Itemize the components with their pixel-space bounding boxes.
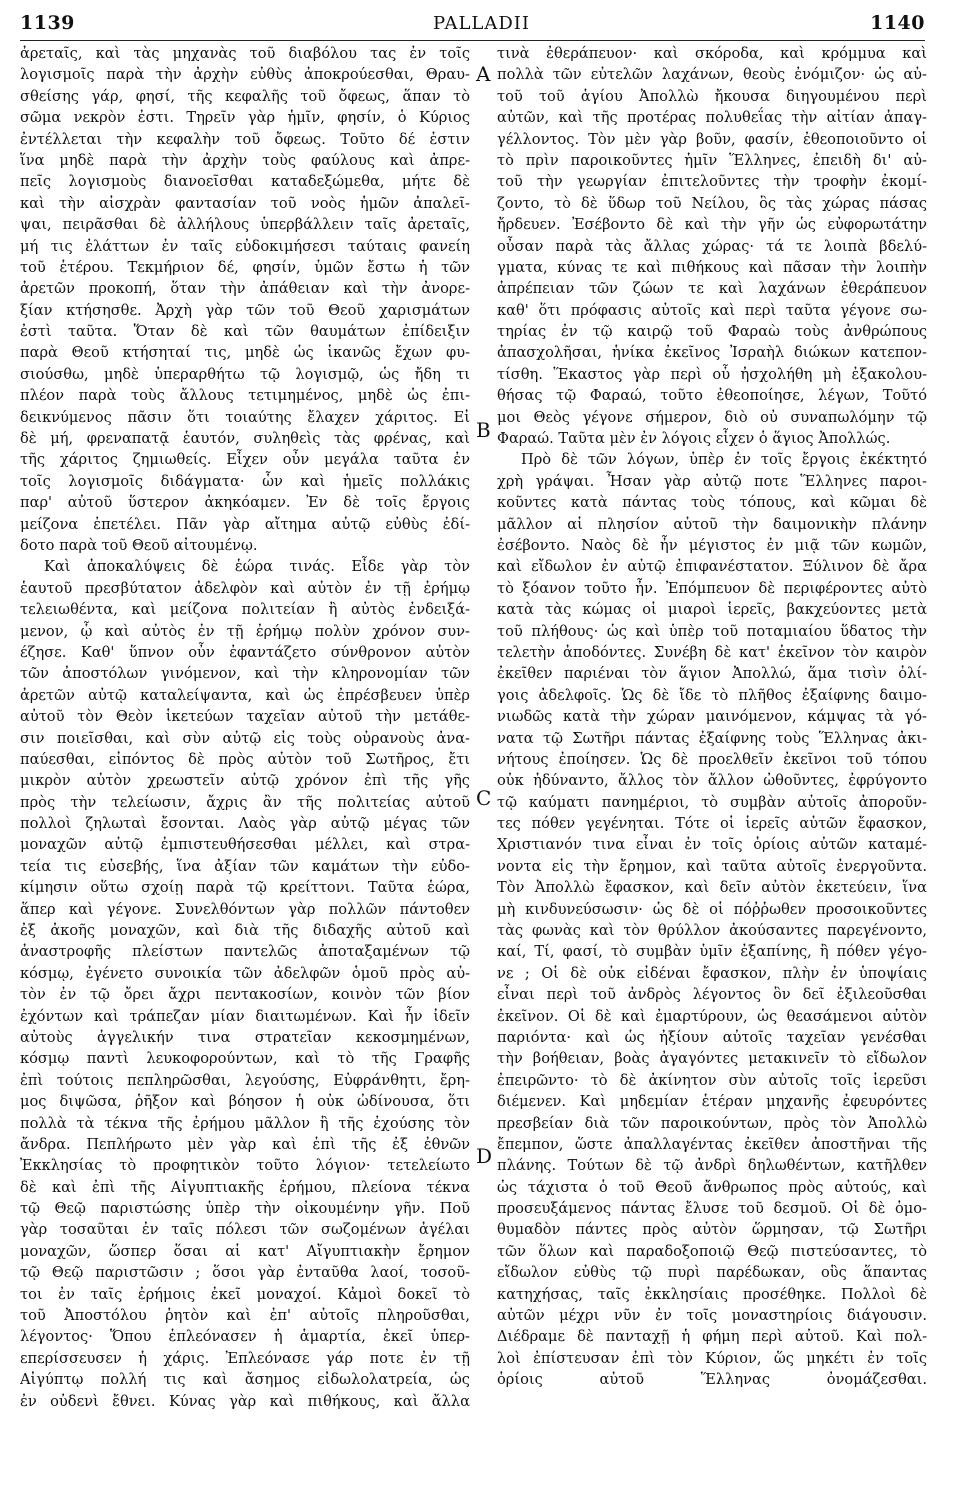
text-line: σιν ποιεῖσθαι, καὶ σὺν αὐτῷ εἰς τοὺς οὐρανοὺς ἀνα- bbox=[20, 729, 470, 747]
text-line: δὲ μή, φρεναπατᾷ ἑαυτόν, συληθεὶς τὰς φρένας, καὶ bbox=[20, 430, 470, 448]
section-marker-c: C bbox=[476, 786, 492, 810]
text-line: τελειωθέντα, καὶ μείζονα πολιτείαν ἢ αὐτὸς ἐνδειξά- bbox=[20, 601, 470, 619]
text-line: ἐστὶ ταῦτα. Ὅταν δὲ καὶ τῶν θαυμάτων ἐπίδειξιν bbox=[20, 323, 470, 341]
text-line: μὴ κινδυνεύσωσιν· ὡς δὲ οἱ πόῤῥωθεν προσοικοῦντες bbox=[497, 900, 927, 918]
text-line: τελετὴν ἀποδόντες. Συνέβη δὲ κατ' ἐκεῖνον τὸν καιρὸν bbox=[497, 643, 927, 661]
text-line: χρὴ γράψαι. Ἦσαν γὰρ αὐτῷ ποτε Ἕλληνες παροι- bbox=[497, 472, 927, 490]
text-line: θήσας τῷ Φαραώ, τοῦτο ἐθεοποίησε, λέγων, Τοῦτό bbox=[497, 387, 927, 405]
text-line: πολλοὶ ζηλωταὶ ἔσονται. Λαὸς γὰρ αὐτῷ μέγας τῶν bbox=[20, 815, 470, 833]
text-line: τηρίας ἐν τῷ καιρῷ τοῦ Φαραὼ τοὺς ἀνθρώπους bbox=[497, 323, 927, 341]
running-title: PALLADII bbox=[432, 13, 530, 34]
text-line: πλάνης. Τούτων δὲ τῷ ἀνδρὶ δηλωθέντων, κατῆλθεν bbox=[497, 1157, 927, 1175]
text-line: αὐτῶν, καὶ τῆς προτέρας πολυθεΐας τὴν αἰτίαν ἀπαγ- bbox=[497, 109, 927, 127]
text-line: τοῦ πλήθους· ὡς καὶ ὑπὲρ τοῦ ποταμιαίου ὕδατος τὴν bbox=[497, 622, 927, 640]
section-marker-a: A bbox=[476, 62, 491, 86]
text-line: τες πόθεν γεγένηται. Τότε οἱ ἱερεῖς αὐτῶν ἔφασκον, bbox=[497, 815, 927, 833]
text-line: γὰρ τοσαῦται ἐν ταῖς πόλεσι τῶν σωζομένων ἀγέλαι bbox=[20, 1221, 470, 1239]
text-line: ἐκεῖνον. Οἱ δὲ καὶ ἐμαρτύρουν, ὡς θεασάμενοι αὐτὸν bbox=[497, 1007, 927, 1025]
text-line: ἐπὶ τούτοις πεπληρῶσθαι, λεγούσης, Εὐφράνθητι, ἔρη- bbox=[20, 1071, 470, 1089]
text-line: παρὰ Θεοῦ κτήσηταί τις, μηδὲ ὡς ἱκανῶς ἔχων φυ- bbox=[20, 344, 470, 362]
text-line: ἄνδρα. Πεπλήρωτο μὲν γὰρ καὶ ἐπὶ τῆς ἐξ ἐθνῶν bbox=[20, 1135, 470, 1153]
text-line: τινὰ ἐθεράπευον· καὶ σκόροδα, καὶ κρόμμυα καὶ bbox=[497, 45, 927, 62]
text-line: τῆς χάριτος ζημιωθείς. Εἶχεν οὖν μεγάλα ταῦτα ἐν bbox=[20, 451, 470, 469]
text-line: τῶν ὅλων καὶ παραδοξοποιῷ Θεῷ πιστεύσαντες, τὸ bbox=[497, 1242, 927, 1260]
text-line: μοναχῶν, ὥσπερ ὅσαι αἱ κατ' Αἴγυπτιακὴν ἔρημον bbox=[20, 1242, 470, 1260]
text-line: Αἰγύπτῳ πολλή τις καὶ ἄσημος εἰδωλολατρεία, ὡς bbox=[20, 1371, 470, 1389]
text-line: νιωδῶς κατὰ τὴν χώραν μαινόμενον, κάμψας τὰ γό- bbox=[497, 708, 927, 726]
text-line: κόσμῳ, ἐγένετο συνοικία τῶν ἀδελφῶν ὁμοῦ πρὸς αὐ- bbox=[20, 964, 470, 982]
text-line: ζοντο, τὸ δὲ ὕδωρ τοῦ Νείλου, ὃς τὰς χώρας πάσας bbox=[497, 194, 927, 212]
text-line: τοῦ Ἀποστόλου ῥητὸν καὶ ἐπ' αὐτοῖς πληροῦσθαι, bbox=[20, 1307, 470, 1325]
text-line: ἅπερ καὶ γέγονε. Συνελθόντων γὰρ πολλῶν πάντοθεν bbox=[20, 900, 470, 918]
text-line: τὸ ξόανον τοῦτο ἦν. Ἐπόμπευον δὲ περιφέροντες αὐτὸ bbox=[497, 579, 927, 597]
text-line: νοντα εἰς τὴν ἔρημον, καὶ ταῦτα αὐτοῖς ἐνεργοῦντα. bbox=[497, 857, 927, 875]
text-line: τὸν ἐν τῷ ὄρει ἄχρι πεντακοσίων, κοινὸν τῶν βίον bbox=[20, 986, 470, 1004]
text-line: Ἐκκλησίας τὸ προφητικὸν τοῦτο λόγιον· τετελείωτο bbox=[20, 1157, 470, 1175]
text-line: θυμαδὸν πάντες πρὸς αὐτὸν ὥρμησαν, τῷ Σωτῆρι bbox=[497, 1221, 927, 1239]
text-line: τοῦ ἑτέρου. Τεκμήριον δέ, φησίν, ὑμῶν ἔστω ἡ τῶν bbox=[20, 258, 470, 276]
text-line: ἀπασχολῆσαι, ἡνίκα ἐκεῖνος Ἰσραὴλ διώκων κατεπον- bbox=[497, 344, 927, 362]
text-line: σθείσης γάρ, φησί, τῆς κεφαλῆς τοῦ ὄφεως, ἅπαν τὸ bbox=[20, 87, 470, 105]
text-line: τοῦ τὴν γεωργίαν ἐπιτελοῦντες τὴν τροφὴν ἐκομί- bbox=[497, 173, 927, 191]
text-line: καὶ τὴν αἰσχρὰν φαντασίαν τοῦ νοὸς ἡμῶν ἀπαλεῖ- bbox=[20, 194, 470, 212]
text-line: οὖσαν παρὰ τὰς ἄλλας χώρας· τά τε λοιπὰ βδελύ- bbox=[497, 237, 927, 255]
text-line: μοι Θεὸς γέγονε σήμερον, διὸ οὐ συναπωλόμην τῷ bbox=[497, 408, 927, 426]
text-line: μείζονα ἐπετέλει. Πᾶν γὰρ αἴτημα αὐτῷ εὐθὺς ἐδί- bbox=[20, 515, 470, 533]
text-line: τῷ Θεῷ παριστῶσιν ; ὅσοι γὰρ ἐνταῦθα λαοί, τοσοῦ- bbox=[20, 1264, 470, 1282]
text-line: νατα τῷ Σωτῆρι πάντας ἐξαίφνης τοὺς Ἕλληνας ἀκι- bbox=[497, 729, 927, 747]
text-line: ἐπειρῶντο· τὸ δὲ ἀκίνητον σὺν αὐτοῖς τοῖς ἱερεῦσι bbox=[497, 1071, 927, 1089]
text-line: ἐχόντων καὶ τράπεζαν μίαν διαιτωμένων. Καὶ ἦν ἰδεῖν bbox=[20, 1007, 470, 1025]
text-line: Πρὸ δὲ τῶν λόγων, ὑπὲρ ἐν τοῖς ἔργοις ἐκέκτητό bbox=[521, 451, 927, 469]
text-line: μικρὸν αὐτὸν χρεωστεῖν αὐτῷ χρόνον ἐπὶ τῆς γῆς bbox=[20, 772, 470, 790]
section-marker-b: B bbox=[476, 418, 491, 442]
text-line: ἀπρέπειαν τῶν ζώων τε καὶ λαχάνων ἐθεράπευον bbox=[497, 280, 927, 298]
text-line: μενον, ᾧ καὶ αὐτὸς ἐν τῇ ἐρήμῳ πολὺν χρόνον συν- bbox=[20, 622, 470, 640]
text-line: ἐν οὐδενὶ ἔθνει. Κύνας γὰρ καὶ πιθήκους, καὶ ἄλλα bbox=[20, 1392, 470, 1410]
text-line: αὐτῶν μέχρι νῦν ἐν τοῖς μοναστηρίοις διάγουσιν. bbox=[497, 1307, 927, 1325]
section-marker-d: D bbox=[476, 1144, 493, 1168]
text-line: λογισμοῖς παρὰ τὴν ἀρχὴν εὐθὺς ἀποκρούεσθαι, Θραυ- bbox=[20, 66, 470, 84]
text-line: πρὸς τὴν τελείωσιν, ἄχρις ἂν τῆς πολιτείας αὐτοῦ bbox=[20, 793, 470, 811]
text-line: τῷ καύματι πανημέριοι, τὸ συμβὰν αὐτοῖς ἀποροῦν- bbox=[497, 793, 927, 811]
text-line: οὐκ ἠδύναντο, ἄλλος τὸν ἄλλον ὠθοῦντες, ἐφρύγοντο bbox=[497, 772, 927, 790]
text-line: κατηχήσας, ταῖς ἐκκλησίαις προσέθηκε. Πολλοὶ δὲ bbox=[497, 1285, 927, 1303]
text-line: νε ; Οἱ δὲ οὐκ εἰδέναι ἔφασκον, πλὴν ἐν ὑποψίαις bbox=[497, 964, 927, 982]
text-line: ὡς τάχιστα ὁ τοῦ Θεοῦ ἄνθρωπος πρὸς αὐτούς, καὶ bbox=[497, 1178, 927, 1196]
text-line: έζησε. Καθ' ὕπνον οὖν ἐφαντάζετο σύνθρονον αὐτὸν bbox=[20, 643, 470, 661]
text-line: αὐτοὺς ἀγγελικήν τινα στρατεῖαν κεκοσμημένων, bbox=[20, 1028, 470, 1046]
text-line: ξίαν κτήσησθε. Ἀρχὴ γὰρ τῶν τοῦ Θεοῦ χαρισμάτων bbox=[20, 301, 470, 319]
page-number-right: 1140 bbox=[870, 12, 925, 34]
text-line: πολλὰ τῶν εὐτελῶν λαχάνων, θεοὺς ἐνόμιζον· ὡς αὐ- bbox=[497, 66, 927, 84]
right-column bbox=[497, 43, 927, 1391]
text-line: παύεσθαι, εἰπόντος δὲ πρὸς αὐτὸν τοῦ Σωτῆρος, ἔτι bbox=[20, 750, 470, 768]
text-line: ἀρετῶν προκοπή, ὅταν τὴν ἀπάθειαν καὶ τὴν ἀνορε- bbox=[20, 280, 470, 298]
text-line: καὶ εἴδωλον ἐν αὐτῷ ἐπιφανέστατον. Ξύλινον δὲ ἄρα bbox=[497, 558, 927, 576]
text-line: ἔπεμπον, ὥστε ἀπαλλαγέντας ἐκεῖθεν ἀποστῆναι τῆς bbox=[497, 1135, 927, 1153]
text-line: μᾶλλον αἱ πλησίον αὐτοῦ τὴν δαιμονικὴν πλάνην bbox=[497, 515, 927, 533]
text-line: τοῖς λογισμοῖς διδάγματα· ὧν καὶ ἡμεῖς πολλάκις bbox=[20, 472, 470, 490]
text-line: τεία τις εὐσεβής, ἵνα ἀξίαν τῶν καμάτων τὴν εὐδο- bbox=[20, 857, 470, 875]
text-line: ἐξ ἀκοῆς μοναχῶν, καὶ διὰ τῆς διδαχῆς αὐτοῦ καὶ bbox=[20, 922, 470, 940]
text-line: ἀναστροφῆς πλείστων παντελῶς ἀποταξαμένων τῷ bbox=[20, 943, 470, 961]
page-number-left: 1139 bbox=[20, 12, 75, 34]
text-line: κίμησιν οὕτω σχοίῃ παρὰ τῷ κρείττονι. Ταῦτα ἑώρα, bbox=[20, 879, 470, 897]
text-line: Φαραώ. Ταῦτα μὲν ἐν λόγοις εἶχεν ὁ ἅγιος Ἀπολλώς. bbox=[497, 430, 891, 448]
text-line: ἤρδευεν. Ἐσέβοντο δὲ καὶ τὴν γῆν ὡς εὐφορωτάτην bbox=[497, 216, 927, 234]
text-line: ψαι, πειρᾶσθαι δὲ ἀλλήλους ὑπερβάλλειν ταῖς ἀρεταῖς, bbox=[20, 216, 470, 234]
text-line: Τὸν Ἀπολλὼ ἔφασκον, καὶ δεῖν αὐτὸν ἐκετεύειν, ἵνα bbox=[497, 879, 927, 897]
text-line: επερίσσευσεν ἡ χάρις. Ἐπλεόνασε γάρ ποτε ἐν τῇ bbox=[20, 1349, 470, 1367]
text-line: ἐκεῖθεν παριέναι τὸν ἅγιον Ἀπολλώ, ἅμα τισὶν ὀλί- bbox=[497, 665, 927, 683]
text-line: γοις ἀδελφοῖς. Ὡς δὲ ἴδε τὸ πλῆθος ἐξαίφνης δαιμο- bbox=[497, 686, 927, 704]
text-line: τοι ἐν ταῖς ἐρήμοις ἐκεῖ μοναχοί. Κἀμοὶ δοκεῖ τὸ bbox=[20, 1285, 470, 1303]
text-line: αὐτοῦ τὸν Θεὸν ἱκετεύων ταχεῖαν αὐτοῦ τὴν μετάθε- bbox=[20, 708, 470, 726]
text-line: μος διψῶσα, ῥῆξον καὶ βόησον ἡ οὐκ ὠδίνουσα, ὅτι bbox=[20, 1093, 470, 1111]
text-line: διέμενεν. Καὶ μηδεμίαν ἑτέραν μηχανῆς ἐφευρόντες bbox=[497, 1093, 927, 1111]
text-line: σιούσθω, μηδὲ ὑπεραρθήτω τῷ λογισμῷ, ὡς ἤδη τι bbox=[20, 365, 470, 383]
text-line: παρ' αὐτοῦ ὕστερον ἀκηκόαμεν. Ἐν δὲ τοῖς ἔργοις bbox=[20, 494, 470, 512]
text-line: τῶν ἀποστόλων γινόμενον, καὶ τὴν κληρονομίαν τῶν bbox=[20, 665, 470, 683]
text-line: ἐσέβοντο. Ναὸς δὲ ἦν μέγιστος ἐν μιᾷ τῶν κωμῶν, bbox=[497, 536, 927, 554]
text-line: παριόντα· καὶ ὡς ἠξίουν αὐτοῖς ταχεῖαν γενέσθαι bbox=[497, 1028, 927, 1046]
text-line: τὰς φωνὰς καὶ τὸν θρύλλον ἀκούσαντες παρεγένοντο, bbox=[497, 922, 927, 940]
text-line: δεικνύμενος πᾶσιν ὅτι τοιαύτης ἔλαχεν χάριτος. Εἰ bbox=[20, 408, 470, 426]
text-line: προσευξάμενος πάντας ἔλυσε τοῦ δεσμοῦ. Οἱ δὲ ὁμο- bbox=[497, 1200, 927, 1218]
text-line: Διέδραμε δὲ πανταχῇ ἡ φήμη περὶ αὐτοῦ. Καὶ πολ- bbox=[497, 1328, 927, 1346]
text-line: τοῦ τοῦ ἁγίου Ἀπολλὼ ἤκουσα διηγουμένου περὶ bbox=[497, 87, 927, 105]
text-line: γέλλοντος. Τὸν μὲν γὰρ βοῦν, φασίν, ἐθεοποιοῦντο οἱ bbox=[497, 130, 927, 148]
header-rule bbox=[20, 40, 925, 41]
text-line: εἴδωλον εὐθὺς τῷ πυρὶ παρέδωκαν, οὓς ἅπαντας bbox=[497, 1264, 927, 1282]
text-line: νήτους ἐποίησεν. Ὡς δὲ προελθεῖν ἐκεῖνοι τοῦ τόπου bbox=[497, 750, 927, 768]
text-line: εἶναι περὶ τοῦ ἀνδρὸς λέγοντος ὃν δεῖ ἐξιλεοῦσθαι bbox=[497, 986, 927, 1004]
text-line: τῷ Θεῷ παριστώσης ὑπὲρ τὴν οἰκουμένην γῆν. Ποῦ bbox=[20, 1200, 470, 1218]
text-line: ὁρίοις αὐτοῦ Ἕλληνας ὀνομάζεσθαι. bbox=[497, 1371, 927, 1389]
text-line: ἐντέλλεται τὴν κεφαλὴν τοῦ ὄφεως. Τοῦτο δέ ἐστιν bbox=[20, 130, 470, 148]
text-line: λοὶ ἐπίστευσαν ἐπὶ τὸν Κύριον, ὥς μηκέτι ἐν τοῖς bbox=[497, 1349, 927, 1367]
text-line: κοῦντες κατὰ πάντας τοὺς τόπους, καὶ κῶμαι δὲ bbox=[497, 494, 927, 512]
text-line: πρεσβείαν διὰ τῶν παροικούντων, πρὸς τὸν Ἀπολλὼ bbox=[497, 1114, 927, 1132]
text-line: τὸ πρὶν παροικοῦντες ἡμῖν Ἕλληνες, ἐπειδὴ δι' αὐ- bbox=[497, 151, 927, 169]
text-line: λέγοντος· Ὅπου ἐπλεόνασεν ἡ ἁμαρτία, ἐκεῖ ὑπερ- bbox=[20, 1328, 470, 1346]
text-line: τίσθη. Ἕκαστος γὰρ περὶ οὗ ἠσχολήθη μὴ ἐξακολου- bbox=[497, 365, 927, 383]
left-column bbox=[20, 43, 470, 1412]
text-line: δοτο παρὰ τοῦ Θεοῦ αἰτουμένῳ. bbox=[20, 536, 258, 554]
text-line: ἀρεταῖς, καὶ τὰς μηχανὰς τοῦ διαβόλου τας ἐν τοῖς bbox=[20, 45, 470, 62]
text-line: ἵνα μηδὲ παρὰ τὴν ἀρχὴν τοὺς φαύλους καὶ ἀπρε- bbox=[20, 151, 470, 169]
text-line: πολλὰ τὰ τέκνα τῆς ἐρήμου μᾶλλον ἢ τῆς ἐχούσης τὸν bbox=[20, 1114, 470, 1132]
text-line: Χριστιανόν τινα εἶναι ἐν τοῖς ὁρίοις αὐτῶν καταμέ- bbox=[497, 836, 927, 854]
text-line: πεῖς λογισμοὺς διανοεῖσθαι καταδεξώμεθα, μήτε δὲ bbox=[20, 173, 470, 191]
page-header bbox=[0, 0, 963, 40]
text-line: τὴν βοήθειαν, βοὰς ἀγαγόντες μετακινεῖν τὸ εἴδωλον bbox=[497, 1050, 927, 1068]
text-line: ἀρετῶν αὐτῷ καταλείψαντα, καὶ ὡς ἐπρέσβευεν ὑπὲρ bbox=[20, 686, 470, 704]
text-line: δὲ καὶ ἐπὶ τῆς Αἰγυπτιακῆς ἐρήμου, πλείονα τέκνα bbox=[20, 1178, 470, 1196]
text-line: κόσμῳ παντὶ λευκοφορούντων, καὶ τὸ τῆς Γραφῆς bbox=[20, 1050, 470, 1068]
text-line: καί, Τί, φασί, τὸ συμβὰν ὑμῖν ἐξαπίνης, ἢ πόθεν γέγο- bbox=[497, 943, 927, 961]
text-line: κατὰ τὰς κώμας οἱ μιαροὶ ἱερεῖς, βακχεύοντες μετὰ bbox=[497, 601, 927, 619]
text-line: μή τις ἐλάττων ἐν ταῖς εὐδοκιμήσεσι ταύταις φανείη bbox=[20, 237, 470, 255]
text-line: καθ' ὅτι πρόφασις αὐτοῖς καὶ περὶ ταῦτα γέγονε σω- bbox=[497, 301, 927, 319]
text-line: Καὶ ἀποκαλύψεις δὲ ἑώρα τινάς. Εἶδε γὰρ τὸν bbox=[44, 558, 470, 576]
text-line: πλέον παρὰ τοὺς ἄλλους τετιμημένος, μηδὲ ὡς ἐπι- bbox=[20, 387, 470, 405]
text-line: γματα, κύνας τε καὶ πιθήκους καὶ πᾶσαν τὴν λοιπὴν bbox=[497, 258, 927, 276]
text-line: μοναχῶν αὐτῷ ἐμπιστευθήσεσθαι μέλλει, καὶ στρα- bbox=[20, 836, 470, 854]
text-line: σῶμα νεκρὸν ἐστι. Τηρεῖν γὰρ ἡμῖν, φησίν, ὁ Κύριος bbox=[20, 109, 470, 127]
text-line: ἑαυτοῦ πρεσβύτατον ἀδελφὸν καὶ αὐτὸν ἐν τῇ ἐρήμῳ bbox=[20, 579, 470, 597]
